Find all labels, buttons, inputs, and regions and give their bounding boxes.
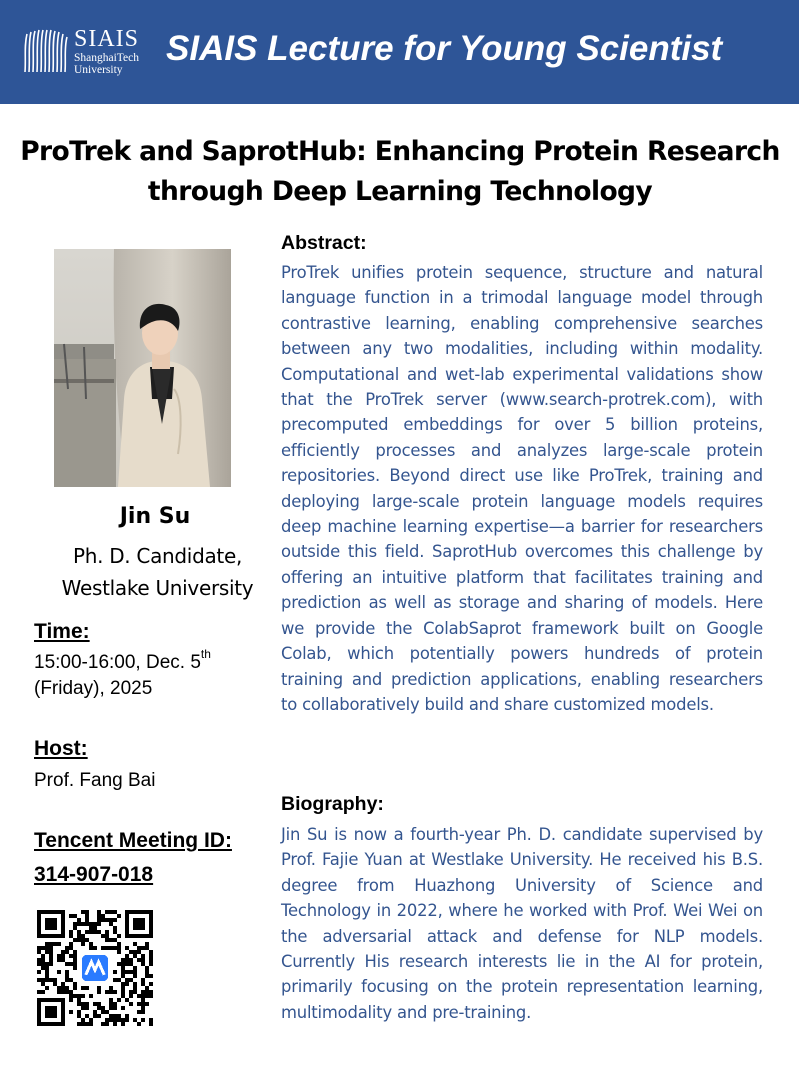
logo-subtitle: [74, 52, 139, 76]
affiliation-line-2: Westlake University: [61, 576, 254, 600]
talk-title: [20, 132, 780, 212]
talk-title-line-2: through Deep Learning Technology: [147, 176, 653, 207]
siais-lines-icon: [22, 28, 70, 74]
header-banner: [0, 0, 799, 104]
affiliation-line-1: Ph. D. Candidate,: [72, 544, 243, 568]
time-label: Time:: [34, 620, 90, 643]
time-line-1: [34, 646, 211, 676]
speaker-affiliation: [20, 540, 295, 604]
date-ordinal-suffix: th: [200, 646, 211, 661]
qr-code-image: [37, 910, 153, 1026]
speaker-portrait-image: [54, 249, 231, 487]
talk-title-line-1: ProTrek and SaprotHub: Enhancing Protein Research: [20, 136, 780, 167]
time-value: [34, 646, 211, 702]
host-value: Prof. Fang Bai: [34, 770, 156, 791]
meeting-id-label: Tencent Meeting ID:: [34, 829, 232, 852]
qr-code[interactable]: [37, 910, 153, 1026]
siais-logo: [22, 24, 162, 76]
speaker-photo: [54, 249, 231, 487]
logo-sub-line-2: University: [74, 64, 123, 76]
logo-name: SIAIS: [74, 26, 140, 52]
speaker-name: Jin Su: [119, 504, 191, 529]
series-title: SIAIS Lecture for Young Scientist: [166, 29, 723, 68]
logo-sub-line-1: ShanghaiTech: [74, 52, 139, 64]
meeting-id-value[interactable]: 314-907-018: [34, 863, 154, 886]
host-label: Host:: [34, 737, 88, 760]
biography-heading: Biography:: [281, 793, 384, 815]
time-range: 15:00-16:00, Dec. 5: [34, 652, 201, 673]
abstract-text: ProTrek unifies protein sequence, structure and natural language function in a trimodal language model through contrastive learning, enabling comprehensive searches between any two modalities, including within modality. Computational and wet-lab experimental validations show that the ProTrek server (www.search-protrek.com), with precomputed embeddings for over 5 billion proteins, efficiently processes and analyzes large-scale protein repositories. Beyond direct use like ProTrek, training and deploying large-scale protein language models requires deep machine learning expertise—a barrier for researchers outside this field. SaprotHub overcomes this challenge by offering an intuitive platform that facilitates training and prediction as well as storage and sharing of models. Here we provide the ColabSaprot framework built on Google Colab, which potentially powers hundreds of protein training and prediction applications, enabling researchers to collaboratively build and share customized models.: [281, 263, 763, 714]
biography-text: Jin Su is now a fourth-year Ph. D. candidate supervised by Prof. Fajie Yuan at Westlake University. He received his B.S. degree from Huazhong University of Science and Technology in 2022, where he worked with Prof. Wei Wei on the adversarial attack and defense for NLP models. Currently His research interests lie in the AI for protein, primarily focusing on the protein representation learning, multimodality and pre-training.: [281, 825, 763, 1022]
abstract-heading: Abstract:: [281, 232, 367, 254]
time-line-2: (Friday), 2025: [34, 678, 153, 699]
